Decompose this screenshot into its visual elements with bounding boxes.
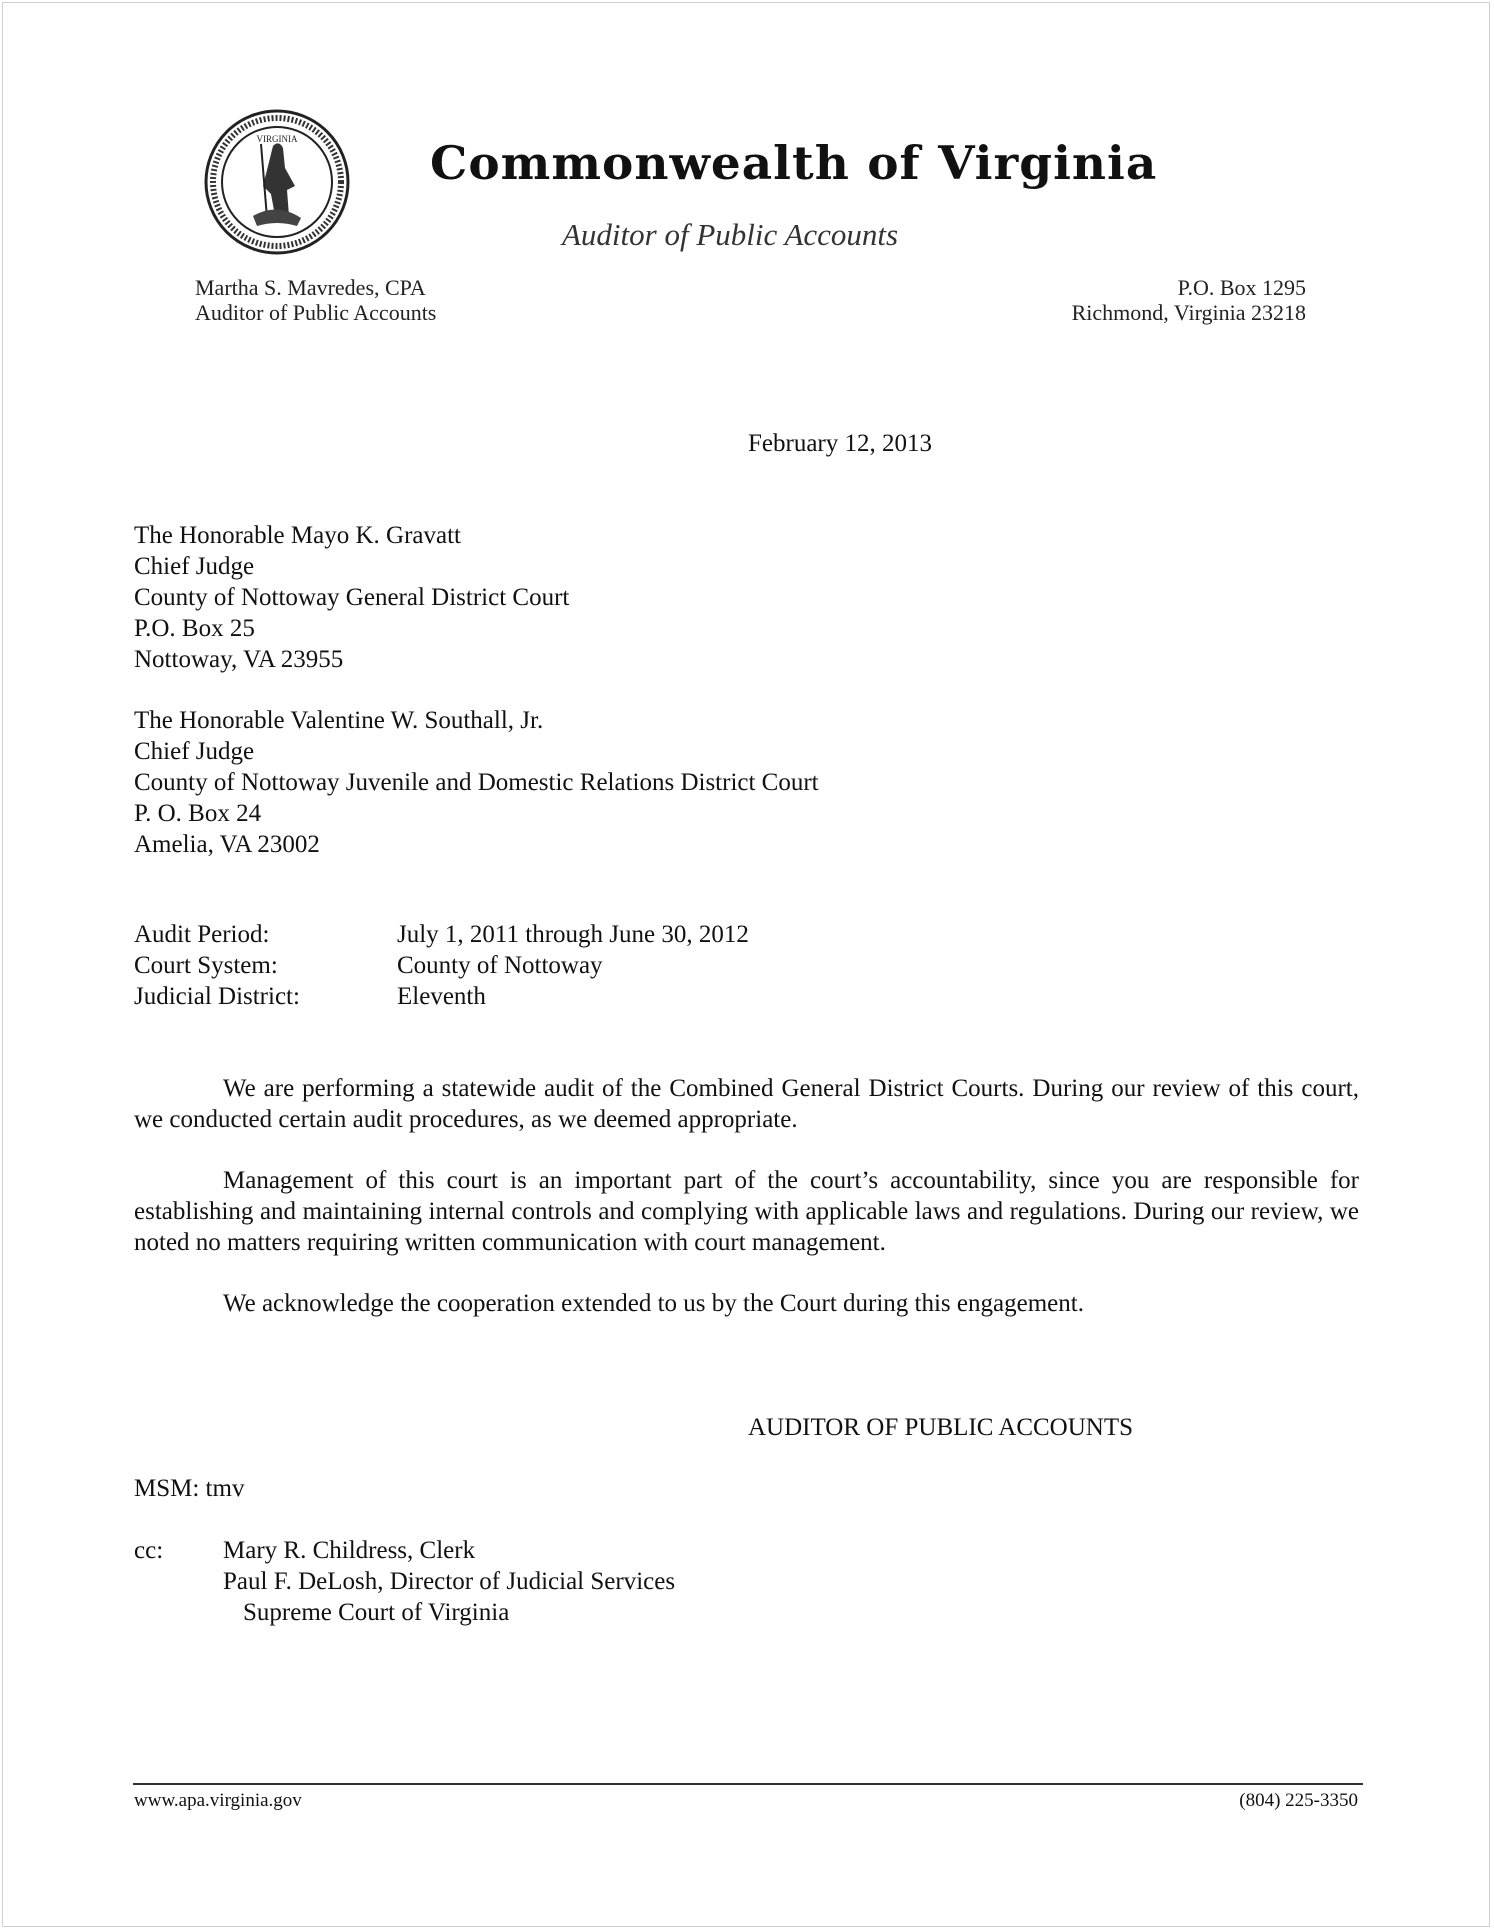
- letterhead-title: Commonwealth of Virginia: [430, 136, 1158, 190]
- footer-phone: (804) 225-3350: [1239, 1790, 1358, 1811]
- seal-text: VIRGINIA: [256, 134, 298, 144]
- audit-info-value: July 1, 2011 through June 30, 2012: [397, 921, 749, 948]
- addressee-line: Chief Judge: [134, 553, 255, 580]
- audit-info-row: [134, 981, 749, 1012]
- body-paragraph: [134, 1165, 1359, 1258]
- cc-list: [223, 1535, 675, 1628]
- addressee-line: County of Nottoway General District Court: [134, 584, 570, 611]
- letterhead-address: [1072, 275, 1306, 325]
- audit-info-label: Court System:: [134, 952, 278, 979]
- audit-info-row: [134, 919, 749, 950]
- signature-block: AUDITOR OF PUBLIC ACCOUNTS: [748, 1414, 1134, 1441]
- addressee-line: The Honorable Mayo K. Gravatt: [134, 522, 461, 549]
- addressee-block-1: [134, 520, 569, 675]
- letter-date: February 12, 2013: [748, 430, 932, 457]
- addressee-line: Nottoway, VA 23955: [134, 646, 344, 673]
- audit-info-value: County of Nottoway: [397, 952, 603, 979]
- addressee-line: P. O. Box 24: [134, 800, 262, 827]
- cc-line: Mary R. Childress, Clerk: [223, 1537, 476, 1564]
- audit-info: [134, 919, 749, 1012]
- paragraph-text: We are performing a statewide audit of the Combined General District Courts. During our review of this court, we conducted certain audit procedures, as we deemed appropriate.: [134, 1075, 1359, 1133]
- sender-title: Auditor of Public Accounts: [195, 300, 437, 325]
- virginia-seal-logo: [203, 108, 351, 256]
- city-state: Richmond, Virginia 23218: [1071, 300, 1306, 325]
- po-box: P.O. Box 1295: [1177, 275, 1306, 300]
- addressee-line: Chief Judge: [134, 738, 255, 765]
- audit-info-row: [134, 950, 749, 981]
- body-paragraph: [134, 1288, 1359, 1319]
- sender-name: Martha S. Mavredes, CPA: [195, 275, 426, 300]
- addressee-block-2: [134, 705, 819, 860]
- paragraph-text: We acknowledge the cooperation extended to us by the Court during this engagement.: [223, 1290, 1084, 1317]
- addressee-line: The Honorable Valentine W. Southall, Jr.: [134, 707, 544, 734]
- cc-line: Supreme Court of Virginia: [243, 1599, 510, 1626]
- footer-divider: [133, 1783, 1363, 1785]
- audit-info-label: Audit Period:: [134, 921, 270, 948]
- addressee-line: County of Nottoway Juvenile and Domestic Relations District Court: [134, 769, 819, 796]
- footer-website: www.apa.virginia.gov: [134, 1790, 302, 1811]
- audit-info-value: Eleventh: [397, 983, 486, 1010]
- audit-info-label: Judicial District:: [134, 983, 300, 1010]
- addressee-line: Amelia, VA 23002: [134, 831, 320, 858]
- body-paragraph: [134, 1073, 1359, 1135]
- letterhead-sender: [195, 275, 436, 325]
- cc-line: Paul F. DeLosh, Director of Judicial Services: [223, 1568, 676, 1595]
- paragraph-text: Management of this court is an important part of the court’s accountability, since you are responsible for establishing and maintaining internal controls and complying with applicable laws and regulations. During our review, we noted no matters requiring written communication with court management.: [134, 1167, 1359, 1256]
- addressee-line: P.O. Box 25: [134, 615, 255, 642]
- letterhead-subtitle: Auditor of Public Accounts: [562, 217, 899, 252]
- cc-label: cc:: [134, 1537, 164, 1564]
- initials: MSM: tmv: [134, 1475, 245, 1502]
